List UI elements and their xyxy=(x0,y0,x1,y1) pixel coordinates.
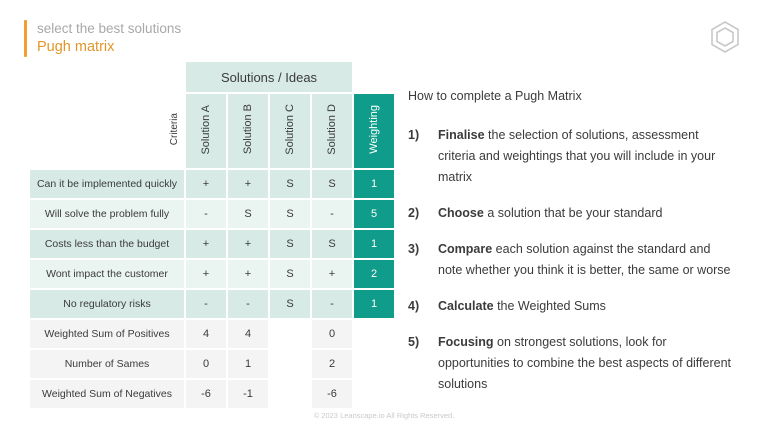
step-text-4 xyxy=(438,296,738,317)
summary-negatives-c xyxy=(270,380,310,408)
cell-2-c: S xyxy=(270,200,310,228)
cell-5-a: - xyxy=(186,290,226,318)
instructions-list xyxy=(408,125,738,395)
solutions-group-header: Solutions / Ideas xyxy=(186,62,352,92)
step-text-2 xyxy=(438,203,738,224)
summary-negatives-weight xyxy=(354,380,394,408)
cell-1-a: + xyxy=(186,170,226,198)
cell-3-b: + xyxy=(228,230,268,258)
instructions-title: How to complete a Pugh Matrix xyxy=(408,89,582,103)
table-row xyxy=(30,260,394,288)
list-item xyxy=(408,332,738,395)
header-accent-bar xyxy=(24,20,27,57)
step-keyword-1: Finalise xyxy=(438,128,485,142)
cell-4-b: + xyxy=(228,260,268,288)
step-keyword-2: Choose xyxy=(438,206,484,220)
summary-positives-c xyxy=(270,320,310,348)
summary-negatives-d: -6 xyxy=(312,380,352,408)
step-number-3: 3) xyxy=(408,242,420,256)
summary-positives-weight xyxy=(354,320,394,348)
criteria-header-label: Criteria xyxy=(169,113,180,146)
summary-positives-b: 4 xyxy=(228,320,268,348)
table-row xyxy=(30,320,394,348)
weight-1: 1 xyxy=(354,170,394,198)
summary-sames-a: 0 xyxy=(186,350,226,378)
header-subtitle: select the best solutions xyxy=(37,21,182,36)
table-row xyxy=(30,290,394,318)
cell-1-b: + xyxy=(228,170,268,198)
criteria-header xyxy=(32,94,184,168)
cell-3-a: + xyxy=(186,230,226,258)
summary-sames-weight xyxy=(354,350,394,378)
header-text-group xyxy=(37,20,181,57)
cell-5-b: - xyxy=(228,290,268,318)
column-header-solution-b: Solution B xyxy=(228,94,268,168)
summary-sames-b: 1 xyxy=(228,350,268,378)
table-row xyxy=(30,230,394,258)
list-item xyxy=(408,203,738,224)
table-row xyxy=(30,350,394,378)
criteria-label-4: Wont impact the customer xyxy=(30,260,184,288)
step-body-3: each solution against the standard and note whether you think it is better, the same or worse xyxy=(438,242,731,277)
column-header-solution-d: Solution D xyxy=(312,94,352,168)
summary-sames-c xyxy=(270,350,310,378)
criteria-label-5: No regulatory risks xyxy=(30,290,184,318)
column-header-solution-c: Solution C xyxy=(270,94,310,168)
cell-3-c: S xyxy=(270,230,310,258)
list-item xyxy=(408,125,738,188)
column-header-solution-a: Solution A xyxy=(186,94,226,168)
copyright-footer: © 2023 Leanscape.io All Rights Reserved. xyxy=(313,411,455,420)
summary-negatives-b: -1 xyxy=(228,380,268,408)
criteria-label-2: Will solve the problem fully xyxy=(30,200,184,228)
list-item xyxy=(408,239,738,281)
summary-negatives-a: -6 xyxy=(186,380,226,408)
summary-label-negatives: Weighted Sum of Negatives xyxy=(30,380,184,408)
cell-4-c: S xyxy=(270,260,310,288)
step-number-2: 2) xyxy=(408,206,420,220)
step-text-1 xyxy=(438,125,738,188)
step-keyword-3: Compare xyxy=(438,242,493,256)
weight-3: 1 xyxy=(354,230,394,258)
step-body-2: a solution that be your standard xyxy=(483,206,663,220)
weight-4: 2 xyxy=(354,260,394,288)
step-text-3 xyxy=(438,239,738,281)
cell-2-b: S xyxy=(228,200,268,228)
matrix-column-header-row xyxy=(30,94,394,168)
criteria-label-1: Can it be implemented quickly xyxy=(30,170,184,198)
cell-4-d: + xyxy=(312,260,352,288)
step-number-1: 1) xyxy=(408,128,420,142)
summary-positives-d: 0 xyxy=(312,320,352,348)
criteria-label-3: Costs less than the budget xyxy=(30,230,184,258)
cell-1-c: S xyxy=(270,170,310,198)
summary-label-positives: Weighted Sum of Positives xyxy=(30,320,184,348)
step-body-5: on strongest solutions, look for opportunities to combine the best aspects of different solutions xyxy=(438,335,732,391)
cell-5-d: - xyxy=(312,290,352,318)
slide-header xyxy=(24,20,181,57)
page-title: Pugh matrix xyxy=(37,39,115,55)
table-row xyxy=(30,200,394,228)
table-row xyxy=(30,380,394,408)
list-item xyxy=(408,296,738,317)
cell-5-c: S xyxy=(270,290,310,318)
summary-label-sames: Number of Sames xyxy=(30,350,184,378)
hexagon-logo-icon xyxy=(710,20,740,54)
table-row xyxy=(30,170,394,198)
weighting-header-blank xyxy=(354,62,394,92)
matrix-group-header-row xyxy=(30,62,394,92)
column-header-weighting: Weighting xyxy=(354,94,394,168)
matrix-criteria-blank xyxy=(32,62,184,92)
summary-positives-a: 4 xyxy=(186,320,226,348)
weight-2: 5 xyxy=(354,200,394,228)
step-body-4: the Weighted Sums xyxy=(493,299,606,313)
pugh-matrix-table xyxy=(28,60,396,410)
step-text-5 xyxy=(438,332,738,395)
step-body-1: the selection of solutions, assessment criteria and weightings that you will include in your matrix xyxy=(438,128,716,184)
step-number-4: 4) xyxy=(408,299,420,313)
cell-1-d: S xyxy=(312,170,352,198)
instructions-panel xyxy=(408,86,738,410)
cell-4-a: + xyxy=(186,260,226,288)
weight-5: 1 xyxy=(354,290,394,318)
cell-2-a: - xyxy=(186,200,226,228)
step-keyword-5: Focusing xyxy=(438,335,494,349)
step-number-5: 5) xyxy=(408,335,420,349)
cell-2-d: - xyxy=(312,200,352,228)
step-keyword-4: Calculate xyxy=(438,299,494,313)
cell-3-d: S xyxy=(312,230,352,258)
summary-sames-d: 2 xyxy=(312,350,352,378)
